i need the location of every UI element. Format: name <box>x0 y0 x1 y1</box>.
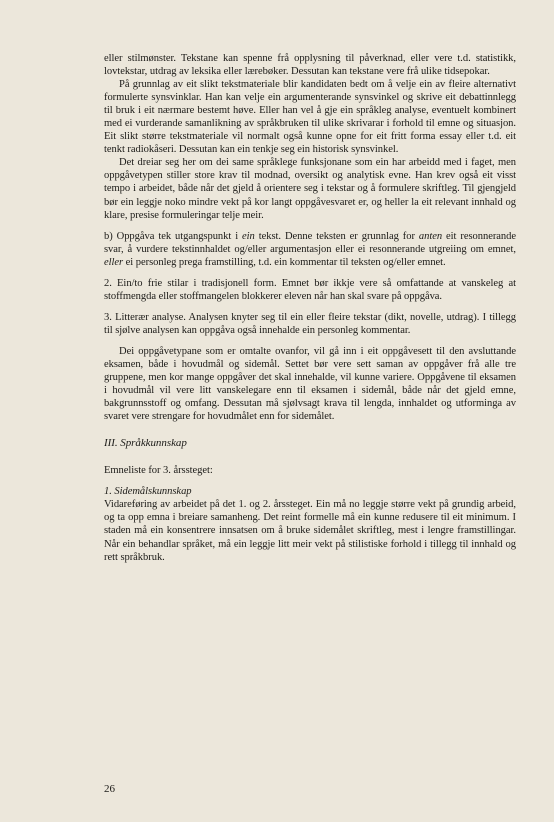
subheading: Emneliste for 3. årssteget: <box>104 465 213 477</box>
item-b-emphasis-ein: ein <box>242 230 255 242</box>
item-b <box>104 230 516 269</box>
paragraph-1: eller stilmønster. Tekstane kan spenne frå opplysning til påverknad, eller vere t.d. statistikk, lovtekstar, utdrag av leksika eller lærebøker. Dessutan kan tekstane vere frå ulike tidsepokar. <box>104 53 516 78</box>
item-2: 2. Ein/to frie stilar i tradisjonell form. Emnet bør ikkje vere så omfattande at vanskeleg at stoffmengda eller stoffmangelen blokkerer eleven når han skal svare på oppgåva. <box>104 277 516 302</box>
item-b-emphasis-eller: eller <box>104 256 124 268</box>
item-b-text-a: b) Oppgåva tek utgangspunkt i <box>104 230 243 242</box>
section-heading: III. Språkkunnskap <box>104 437 187 450</box>
item-1-body: Vidareføring av arbeidet på det 1. og 2. årssteget. Ein må no leggje større vekt på grundig arbeid, og ta opp emna i breiare samanheng. Det reint formelle må ein kunne redusere til eit minimum. I staden må ein konsentrere innsatsen om å bruke sidemålet skriftleg, mest i lengre framstillingar. Når ein behandlar språket, må ein leggje litt meir vekt på stilistiske forhold i tillegg til innhald og rett språkbruk. <box>104 499 516 563</box>
paragraph-2: På grunnlag av eit slikt tekstmateriale blir kandidaten bedt om å velje ein av fleire alternativt formulerte synsvinklar. Han kan velje ein argumenterande synsvinkel og skrive eit debattinnlegg til bruk i eit nærmare bestemt høve. Eller han vel å gje ein språkleg analyse, eventuelt kombinert med ei vurderande samanlikning av språkbruken til ulike skrivarar i forhold til emne og situasjon. Eit slikt større tekstmateriale vil normalt også kunne opne for eit fritt forma essay eller t.d. eit tenkt radiokåseri. Dessutan kan ein tenkje seg ein historisk synsvinkel. <box>104 79 516 156</box>
item-b-text-b: tekst. Denne teksten er grunnlag for <box>254 230 419 242</box>
item-b-text-c: eit resonnerande svar, å vurdere tekstinnhaldet og/eller argumentasjon eller ei resonnerande utgreiing om emnet, <box>104 230 517 255</box>
paragraph-4: Dei oppgåvetypane som er omtalte ovanfor, vil gå inn i eit oppgåvesett til den avsluttande eksamen, både i hovudmål og sidemål. Settet bør vere sett saman av oppgåver frå alle tre gruppene, men kor mange oppgåver det skal innehalde, vil kunne variere. Oppgåvene til eksamen i hovudmål vil vere litt vanskelegare enn til eksamen i sidemål, både når det gjeld emne, bakgrunnsstoff og omfang. Dessutan må sjølvsagt krava til lengda, innhaldet og utforminga av svaret vere strengare for hovudmålet enn for sidemålet. <box>104 345 516 423</box>
paragraph-3: Det dreiar seg her om dei same språklege funksjonane som ein har arbeidd med i faget, men oppgåvetypen stiller store krav til modnad, oversikt og analytisk evne. Han krev også eit visst tempo i arbeidet, både når det gjeld å orientere seg i tekstar og å formulere skriftleg. Til gjengjeld bør ein leggje noko mindre vekt på kor langt oppgåvesvaret er, og heller la eit relevant innhald og klare, presise formuleringar telje meir. <box>104 157 516 221</box>
item-b-emphasis-anten: anten <box>418 230 443 242</box>
page-body <box>104 52 516 564</box>
item-1-title: 1. Sidemålskunnskap <box>104 486 192 498</box>
page-number: 26 <box>104 783 115 795</box>
item-b-text-d: ei personleg prega framstilling, t.d. ein kommentar til teksten og/eller emnet. <box>123 256 446 268</box>
item-3: 3. Litterær analyse. Analysen knyter seg til ein eller fleire tekstar (dikt, novelle, utdrag). I tillegg til sjølve analysen kan oppgåva også innehalde ein personleg kommentar. <box>104 311 516 336</box>
